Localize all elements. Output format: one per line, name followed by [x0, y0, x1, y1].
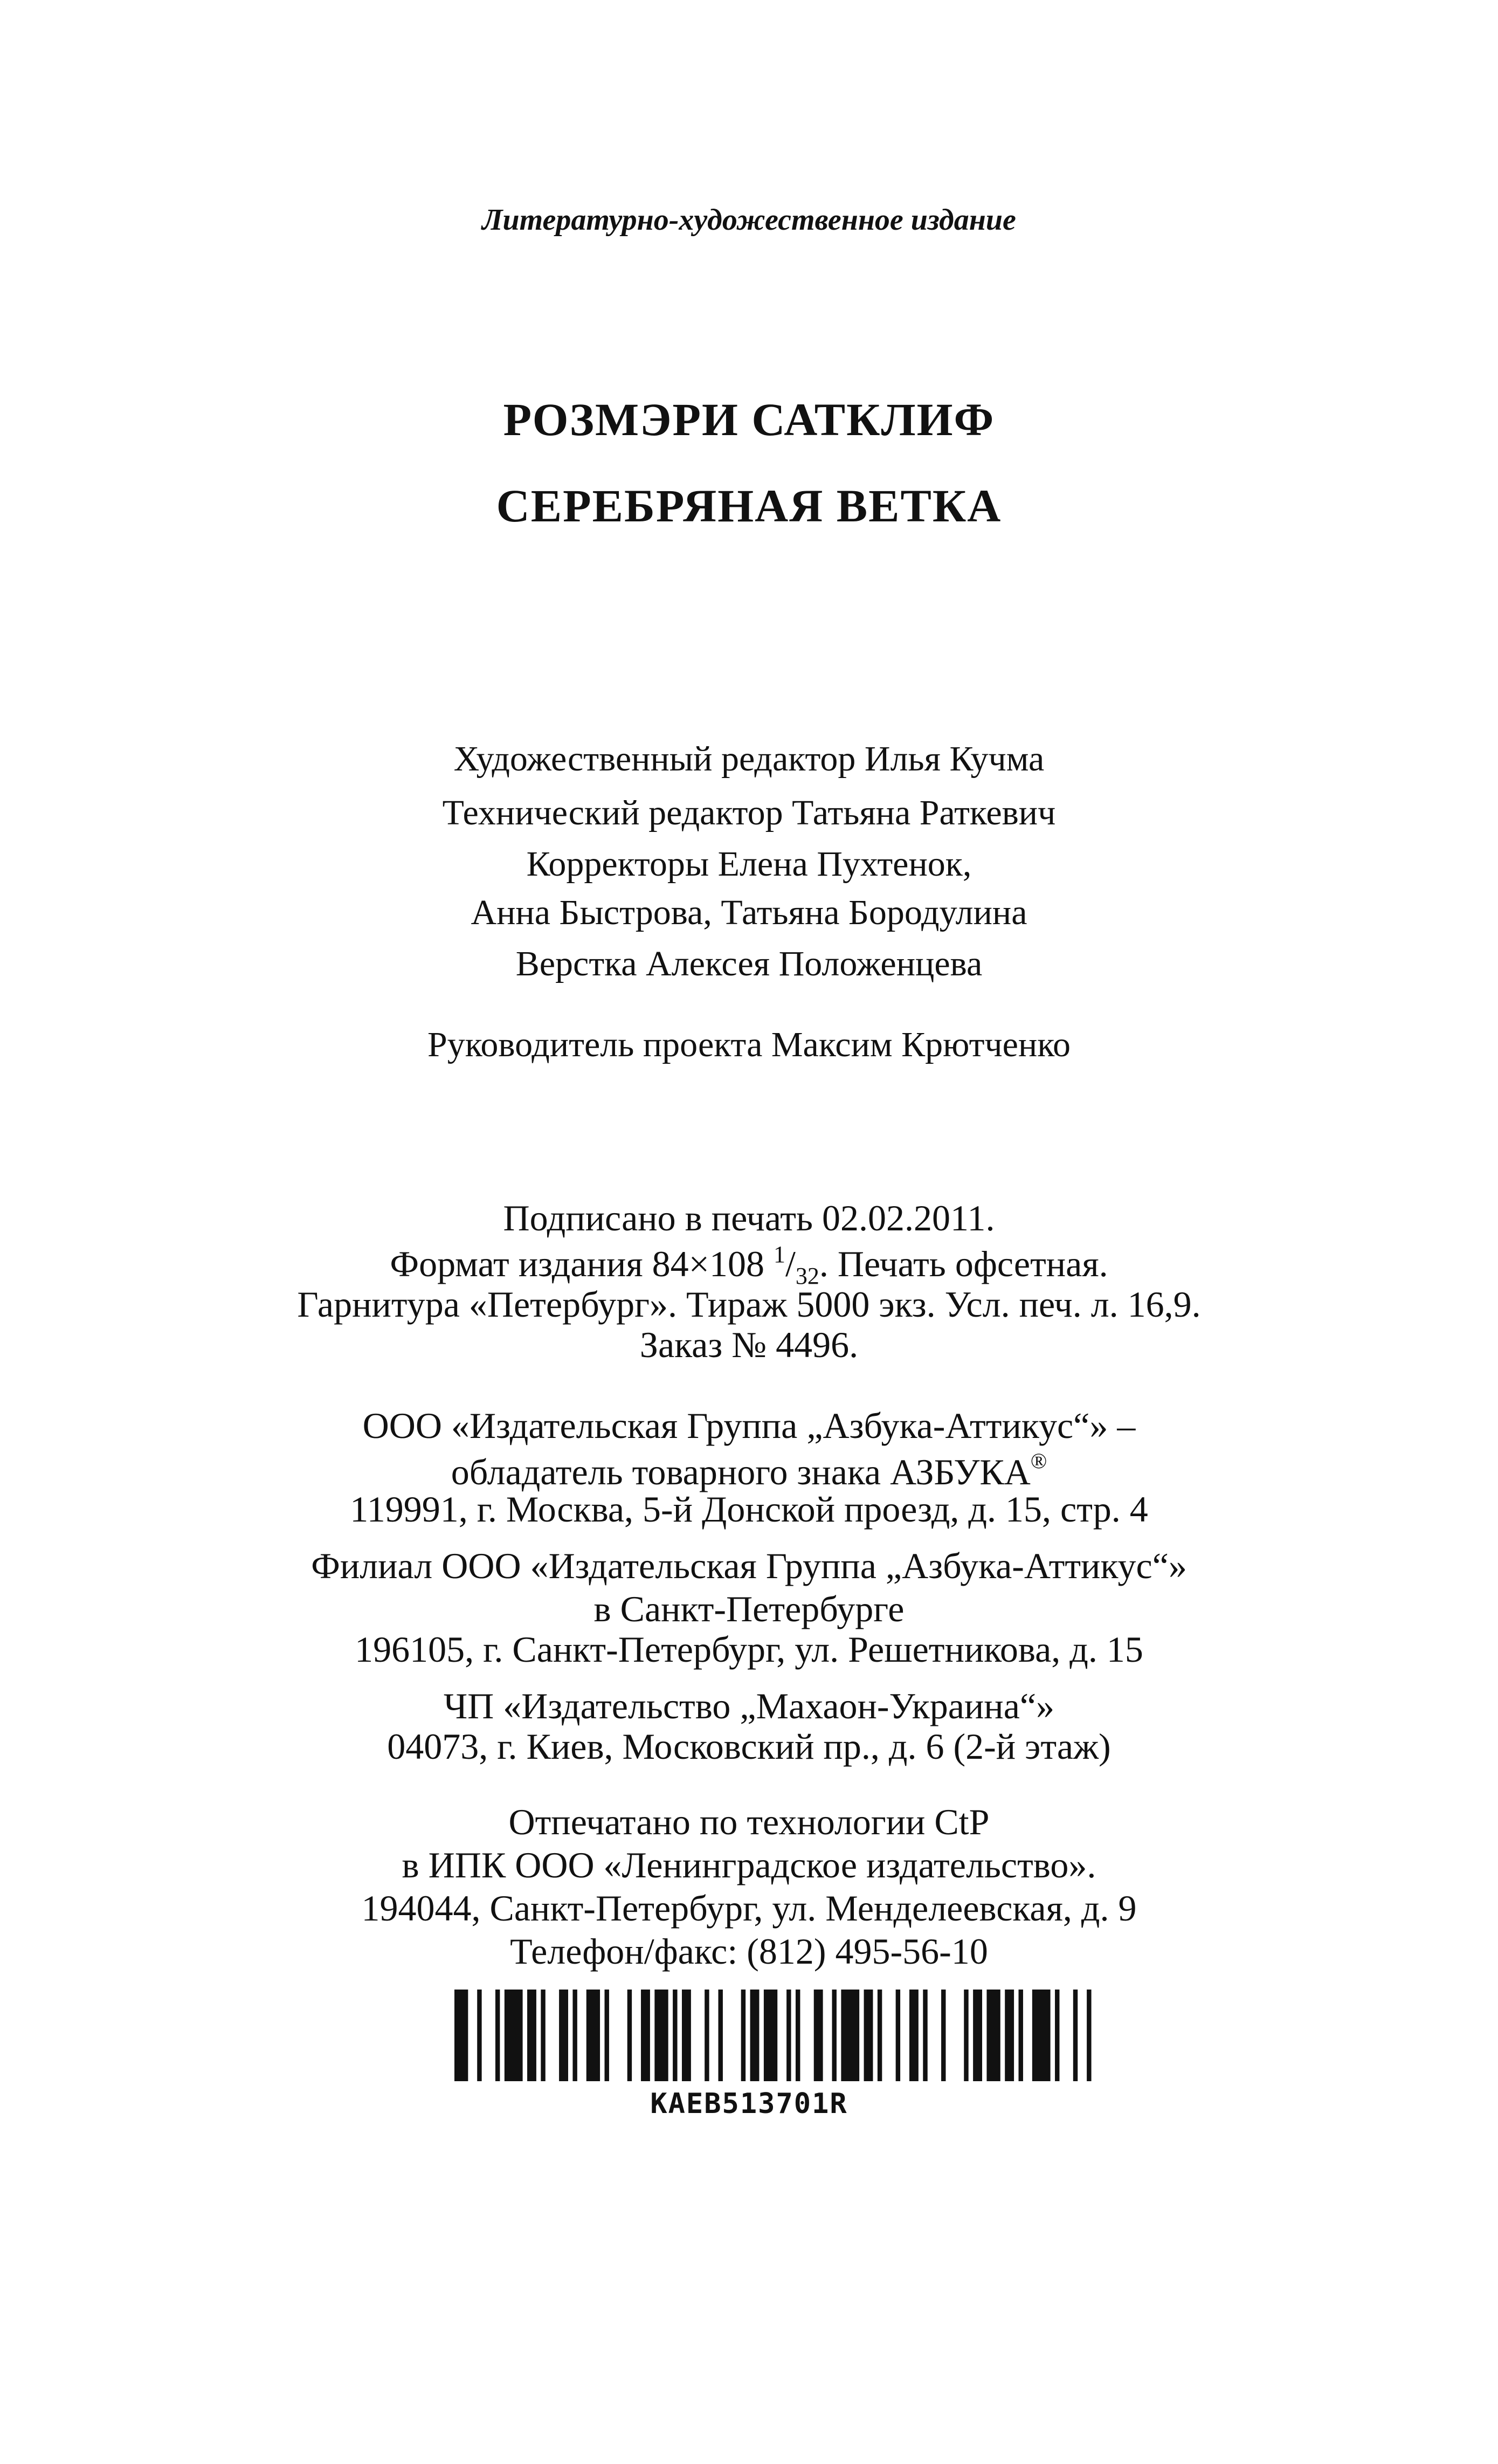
- barcode-bar: [973, 1990, 982, 2081]
- barcode-bar: [909, 1990, 919, 2081]
- barcode-bar: [719, 1990, 723, 2081]
- barcode-bar: [741, 1990, 745, 2081]
- barcode-bar: [878, 1990, 882, 2081]
- branch-city: в Санкт-Петербурге: [593, 1588, 905, 1629]
- publisher-name: ООО «Издательская Группа „Азбука-Аттикус“» –: [362, 1405, 1136, 1446]
- barcode-bar: [605, 1990, 609, 2081]
- genre-label: Литературно-художественное издание: [482, 203, 1016, 237]
- printer-phone: Телефон/факс: (812) 495-56-10: [510, 1931, 988, 1972]
- ukraine-address: 04073, г. Киев, Московский пр., д. 6 (2-й этаж): [387, 1726, 1111, 1767]
- barcode-bar: [786, 1990, 791, 2081]
- book-title: СЕРЕБРЯНАЯ ВЕТКА: [496, 480, 1002, 532]
- barcode-bar: [477, 1990, 481, 2081]
- branch-name: Филиал ООО «Издательская Группа „Азбука-Аттикус“»: [311, 1545, 1187, 1586]
- barcode-bar: [541, 1990, 545, 2081]
- publisher-address: 119991, г. Москва, 5-й Донской проезд, д. 15, стр. 4: [350, 1489, 1148, 1530]
- barcode-bar: [559, 1990, 568, 2081]
- barcode-bar: [796, 1990, 800, 2081]
- order-number: Заказ № 4496.: [639, 1324, 859, 1365]
- project-lead: Руководитель проекта Максим Крютченко: [427, 1025, 1071, 1064]
- barcode-bar: [454, 1990, 468, 2081]
- barcode-bar: [586, 1990, 600, 2081]
- signed-to-print: Подписано в печать 02.02.2011.: [503, 1197, 995, 1238]
- barcode-bar: [841, 1990, 859, 2081]
- barcode-bar: [832, 1990, 837, 2081]
- credit-proofreaders: Корректоры Елена Пухтенок,: [526, 844, 972, 884]
- typeface-line: Гарнитура «Петербург». Тираж 5000 экз. Усл. печ. л. 16,9.: [297, 1284, 1201, 1325]
- barcode-bar: [964, 1990, 968, 2081]
- barcode-bar: [673, 1990, 677, 2081]
- barcode-bar: [654, 1990, 668, 2081]
- credit-art-editor: Художественный редактор Илья Кучма: [453, 739, 1045, 779]
- credit-layout: Верстка Алексея Положенцева: [515, 944, 983, 983]
- barcode-bar: [750, 1990, 760, 2081]
- printer-name: в ИПК ООО «Ленинградское издательство».: [402, 1844, 1096, 1885]
- barcode-bar: [1055, 1990, 1059, 2081]
- printer-technology: Отпечатано по технологии CtP: [508, 1801, 990, 1842]
- barcode-bar: [1087, 1990, 1091, 2081]
- ukraine-publisher: ЧП «Издательство „Махаон-Украина“»: [443, 1685, 1055, 1726]
- barcode-bar: [864, 1990, 873, 2081]
- author-name: РОЗМЭРИ САТКЛИФ: [503, 394, 995, 445]
- branch-address: 196105, г. Санкт-Петербург, ул. Решетникова, д. 15: [355, 1629, 1143, 1670]
- barcode: [454, 1990, 1096, 2081]
- credit-tech-editor: Технический редактор Татьяна Раткевич: [442, 793, 1056, 832]
- barcode-bar: [1073, 1990, 1078, 2081]
- publisher-trademark: обладатель товарного знака АЗБУКА®: [451, 1449, 1047, 1492]
- barcode-bar: [814, 1990, 823, 2081]
- barcode-bar: [1019, 1990, 1023, 2081]
- barcode-bar: [923, 1990, 927, 2081]
- barcode-bar: [896, 1990, 900, 2081]
- barcode-bar: [764, 1990, 777, 2081]
- barcode-bar: [941, 1990, 945, 2081]
- format-line: Формат издания 84×108 $^1/_{32}$. Печать офсетная.: [390, 1241, 1108, 1289]
- barcode-bar: [495, 1990, 500, 2081]
- barcode-bar: [682, 1990, 691, 2081]
- barcode-code: KAEB513701R: [650, 2088, 848, 2120]
- barcode-bar: [572, 1990, 577, 2081]
- barcode-bar: [986, 1990, 1000, 2081]
- credit-proofreaders-cont: Анна Быстрова, Татьяна Бородулина: [471, 893, 1027, 932]
- barcode-bar: [1005, 1990, 1014, 2081]
- barcode-bar: [641, 1990, 650, 2081]
- barcode-bar: [627, 1990, 632, 2081]
- barcode-bar: [505, 1990, 523, 2081]
- barcode-bar: [527, 1990, 536, 2081]
- printer-address: 194044, Санкт-Петербург, ул. Менделеевская, д. 9: [361, 1888, 1137, 1929]
- barcode-bar: [1032, 1990, 1051, 2081]
- barcode-bar: [705, 1990, 709, 2081]
